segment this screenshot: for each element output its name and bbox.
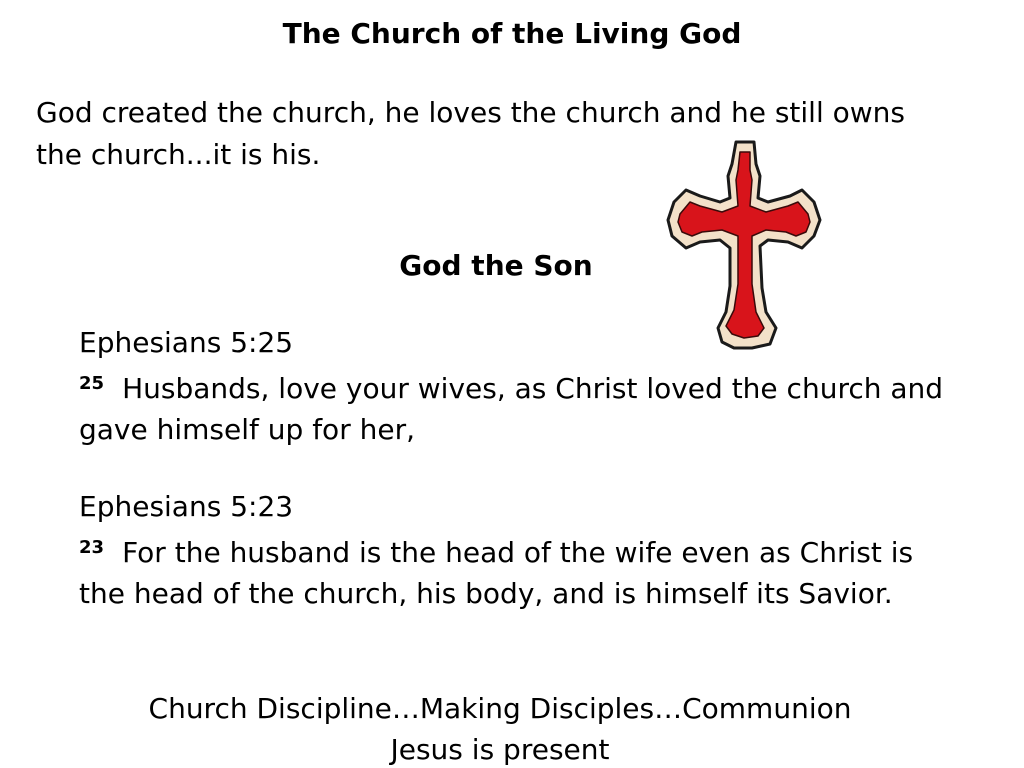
verse-number: 25 — [79, 373, 105, 394]
closing-line-2: Jesus is present — [390, 733, 610, 766]
slide-title: The Church of the Living God — [282, 17, 742, 50]
verse-number: 23 — [79, 537, 105, 558]
verse-block — [79, 486, 959, 614]
verse-block — [79, 322, 959, 450]
intro-text: God created the church, he loves the church and he still owns the church...it is his. — [36, 96, 905, 171]
closing-line-1: Church Discipline…Making Disciples…Communion — [148, 692, 852, 725]
verse-text: For the husband is the head of the wife even as Christ is the head of the church, his body, and is himself its Savior. — [79, 536, 914, 610]
section-heading: God the Son — [399, 249, 593, 282]
verse-reference: Ephesians 5:25 — [79, 326, 294, 359]
red-cross-icon — [664, 136, 824, 352]
verse-text: Husbands, love your wives, as Christ loved the church and gave himself up for her, — [79, 372, 944, 446]
verse-reference: Ephesians 5:23 — [79, 490, 294, 523]
closing-text — [0, 688, 1000, 768]
cross-fill — [678, 152, 810, 338]
